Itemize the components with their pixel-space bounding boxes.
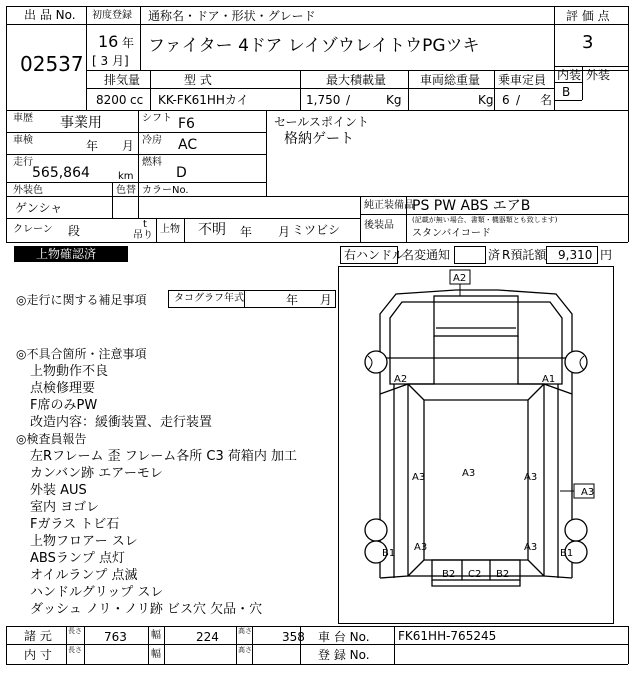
list-item: 上物フロアー スレ (30, 534, 138, 549)
list-item: ABSランプ 点灯 (30, 551, 125, 566)
gross-weight-unit: Kg (478, 93, 494, 107)
upper-label: 上物 (160, 224, 180, 235)
shift-value: F6 (178, 116, 195, 132)
registration-label: 登 録 No. (318, 648, 370, 662)
list-item: ハンドルグリップ スレ (30, 585, 164, 600)
damage-mark: B2 (496, 569, 510, 580)
lot-label: 出 品 No. (24, 8, 76, 22)
model-label: 型 式 (184, 73, 212, 87)
shift-label: シフト (142, 113, 172, 124)
list-item: 点検修理要 (30, 381, 96, 396)
upper-maker: ミツビシ (292, 223, 341, 237)
crane-hang: 吊り (133, 230, 153, 241)
damage-mark: A3 (524, 542, 538, 553)
overall-grade: 3 (582, 32, 594, 53)
capacity-unit: 名 (540, 93, 553, 107)
displacement-unit: cc (130, 93, 144, 107)
first-registration-year: 16 (98, 32, 119, 51)
length-label: 長さ (68, 627, 82, 635)
ac-label: 冷房 (142, 135, 162, 146)
length-label: 長さ (68, 646, 82, 654)
damage-mark: A2 (453, 273, 467, 284)
tachograph-label: タコグラフ年式 (174, 293, 244, 304)
mileage-value: 565,864 (32, 165, 90, 181)
max-load-unit: Kg (386, 93, 402, 107)
chassis-label: 車 台 No. (318, 630, 370, 644)
height-label: 高さ (238, 646, 252, 654)
displacement-value: 8200 (96, 93, 127, 107)
interior-label: 内装 (557, 68, 582, 82)
defects-label: ◎不具合箇所・注意事項 (16, 347, 147, 361)
displacement-label: 排気量 (104, 73, 141, 87)
width-label: 幅 (151, 630, 161, 641)
model-value: KK-FK61HHカイ (158, 93, 249, 107)
width-label: 幅 (151, 649, 161, 660)
max-load-value: 1,750 (306, 93, 341, 107)
upper-confirmed-text: 上物確認済 (36, 247, 97, 261)
fuel-label: 燃料 (142, 157, 162, 168)
capacity-value: 6 (502, 93, 510, 107)
damage-mark: B1 (560, 548, 574, 559)
equipment-label: 純正装備品 (364, 200, 414, 211)
first-registration-label: 初度登録 (92, 10, 132, 21)
driving-notes-label: ◎走行に関する補足事項 (16, 293, 147, 307)
recycle-amount: 9,310 (558, 248, 593, 262)
upper-value: 不明 (198, 222, 226, 238)
sales-point-value: 格納ゲート (284, 131, 354, 147)
damage-mark: A3 (524, 472, 538, 483)
list-item: ダッシュ ノリ・ノリ跡 ビス穴 欠品・穴 (30, 602, 263, 617)
inspector-list (30, 448, 297, 618)
color-no-label: 色替 (116, 185, 136, 196)
color-code-label: カラーNo. (142, 185, 189, 196)
separator: / (516, 93, 521, 107)
list-item: 改造内容：緩衝装置、走行装置 (30, 415, 213, 430)
height-label: 高さ (238, 627, 252, 635)
damage-mark: A3 (462, 468, 476, 479)
model-description: ファイター 4ドア レイゾウレイトウPGツキ (148, 36, 480, 56)
year-unit: 年 (122, 36, 135, 50)
damage-mark: A3 (412, 472, 426, 483)
damage-mark: A2 (394, 374, 408, 385)
list-item: 左Rフレーム 歪 フレーム各所 C3 荷箱内 加工 (30, 449, 298, 464)
defect-list (30, 363, 212, 431)
inspector-report-label: ◎検査員報告 (16, 432, 87, 446)
crane-label: クレーン (13, 224, 53, 235)
inspection-label: 車検 (13, 135, 33, 146)
mileage-unit: km (118, 171, 134, 182)
max-load-label: 最大積載量 (326, 73, 387, 87)
upper-month: 月 (278, 225, 291, 239)
number-notice-box (454, 246, 486, 264)
chassis-value: FK61HH-765245 (398, 629, 497, 643)
lot-number: 02537 (20, 52, 84, 76)
retrofit-value: スタンバイコード (412, 228, 491, 239)
interior-grade: B (562, 85, 571, 99)
handle-side: 右ハンドル (344, 248, 405, 262)
damage-mark: A1 (542, 374, 556, 385)
color-value: ゲンシャ (15, 201, 63, 215)
damage-mark: A3 (581, 487, 595, 498)
damage-mark: A3 (414, 542, 428, 553)
upper-year: 年 (240, 225, 253, 239)
tachograph-value: 年 月 (286, 293, 332, 307)
fuel-value: D (176, 165, 187, 181)
damage-mark: C2 (468, 569, 482, 580)
capacity-label: 乗車定員 (498, 73, 547, 87)
list-item: 外装 AUS (30, 483, 87, 498)
list-item: カンバン跡 エアーモレ (30, 466, 163, 481)
height-value: 358 (282, 630, 305, 644)
list-item: 上物動作不良 (30, 364, 109, 379)
recycle-label: R預託額 (502, 248, 547, 262)
history-value: 事業用 (60, 115, 102, 131)
equipment-value: PS PW ABS エアB (412, 198, 531, 214)
history-label: 車歴 (13, 113, 33, 124)
model-description-label: 通称名・ドア・形状・グレード (148, 9, 316, 23)
number-notice-label: 名変通知 (402, 248, 451, 262)
mileage-label: 走行 (13, 157, 33, 168)
width-value: 224 (196, 630, 219, 644)
grade-label: 評 価 点 (566, 9, 610, 23)
inspection-value: 年 月 (86, 139, 134, 153)
crane-stage: 段 (68, 224, 81, 238)
list-item: オイルランプ 点滅 (30, 568, 138, 583)
color-label: 外装色 (13, 185, 43, 196)
length-value: 763 (104, 630, 127, 644)
list-item: Fガラス トビ石 (30, 517, 120, 532)
gross-weight-label: 車両総重量 (420, 73, 481, 87)
recycle-unit: 円 (600, 248, 613, 262)
dimensions-label: 諸 元 (24, 629, 52, 643)
damage-mark: B2 (442, 569, 456, 580)
crane-ton: t (143, 219, 147, 230)
sales-point-label: セールスポイント (274, 115, 369, 129)
list-item: 室内 ヨゴレ (30, 500, 100, 515)
separator: / (346, 93, 351, 107)
retrofit-label: 後装品 (364, 220, 394, 231)
recycle-mark: 済 (488, 248, 501, 262)
exterior-label: 外装 (586, 68, 611, 82)
list-item: F席のみPW (30, 398, 98, 413)
inner-dimensions-label: 内 寸 (24, 648, 52, 662)
damage-mark: B1 (382, 548, 396, 559)
first-registration-month: [ 3 月] (92, 54, 129, 68)
truck-diagram (338, 266, 614, 624)
ac-value: AC (178, 137, 198, 153)
retrofit-note: (記載が無い場合、書類・機器類とも致します) (412, 216, 558, 224)
